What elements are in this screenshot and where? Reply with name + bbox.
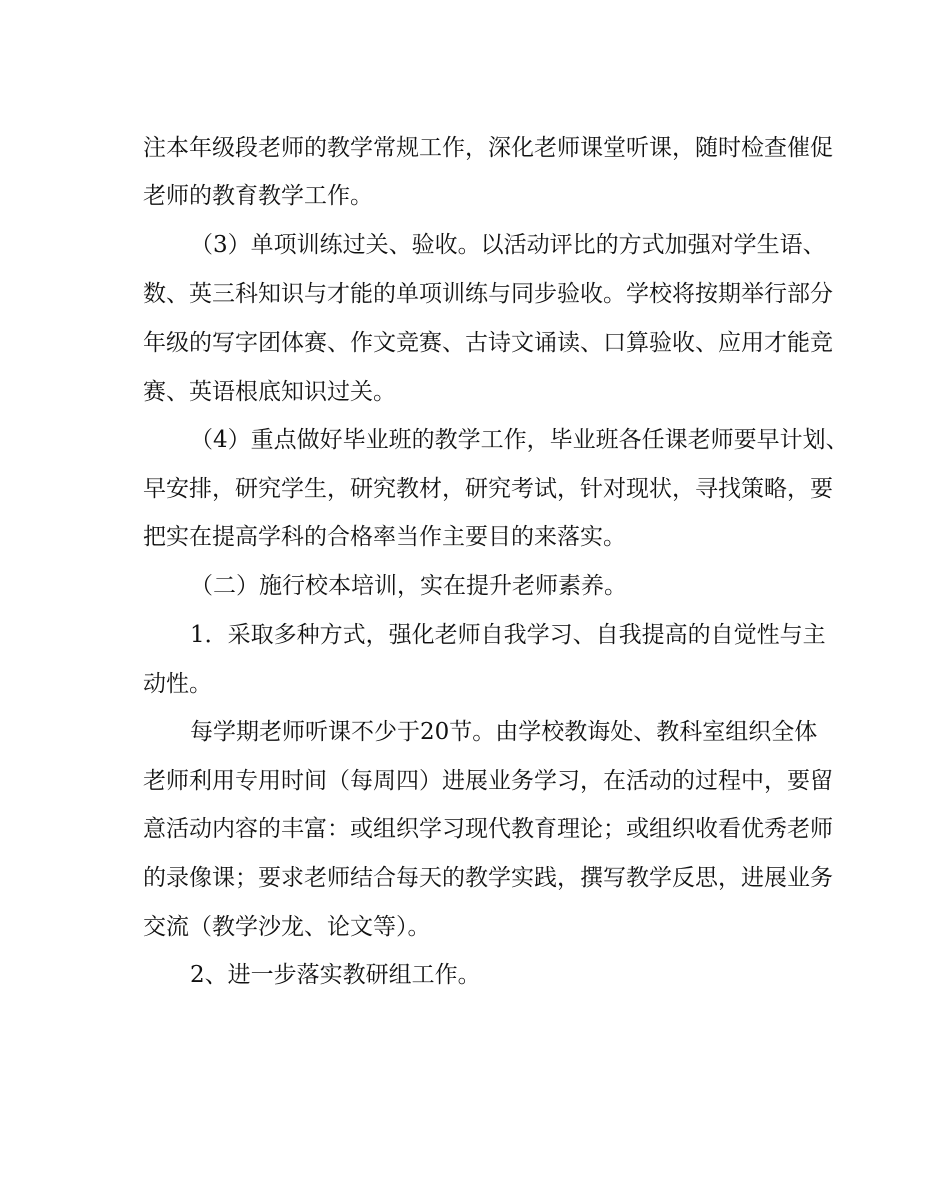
text-line: 数、英三科知识与才能的单项训练与同步验收。学校将按期举行部分 [143,281,833,307]
text-line: 赛、英语根底知识过关。 [143,379,396,405]
text-line: 年级的写字团体赛、作文竞赛、古诗文诵读、口算验收、应用才能竞 [143,330,833,356]
text-line: 把实在提高学科的合格率当作主要目的来落实。 [143,524,626,550]
text-line: （3）单项训练过关、验收。以活动评比的方式加强对学生语、 [190,232,826,258]
text-line: 注本年级段老师的教学常规工作，深化老师课堂听课，随时检查催促 [143,135,833,161]
text-line: 动性。 [143,671,212,697]
text-line: （4）重点做好毕业班的教学工作，毕业班各任课老师要早计划、 [190,427,849,453]
text-line: 交流（教学沙龙、论文等）。 [143,914,431,940]
text-line: 1．采取多种方式，强化老师自我学习、自我提高的自觉性与主 [190,622,826,648]
text-line: 的录像课；要求老师结合每天的教学实践，撰写教学反思，进展业务 [143,865,833,891]
text-line: 早安排，研究学生，研究教材，研究考试，针对现状，寻找策略，要 [143,476,833,502]
text-line: 每学期老师听课不少于20节。由学校教诲处、教科室组织全体 [190,719,818,745]
text-line: 2、进一步落实教研组工作。 [190,962,481,988]
text-line: 意活动内容的丰富：或组织学习现代教育理论；或组织收看优秀老师 [143,816,833,842]
text-line: （二）施行校本培训，实在提升老师素养。 [190,573,627,599]
text-line: 老师的教育教学工作。 [143,183,373,209]
text-line: 老师利用专用时间（每周四）进展业务学习，在活动的过程中，要留 [143,768,833,794]
